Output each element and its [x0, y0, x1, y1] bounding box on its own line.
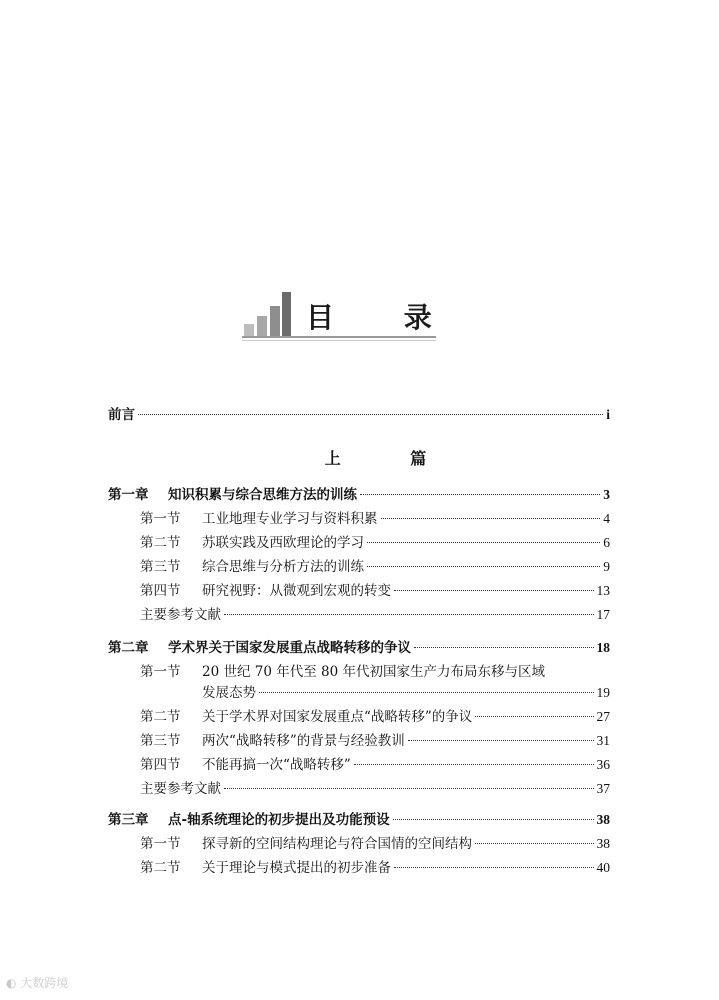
- toc-page-number: 38: [596, 836, 610, 851]
- toc-entry-label: 前言: [108, 407, 135, 423]
- section-title: 苏联实践及西欧理论的学习: [202, 535, 364, 551]
- toc-entry-section[interactable]: [140, 756, 610, 774]
- toc-page-number: 4: [603, 511, 610, 526]
- toc-page-number: 3: [603, 487, 610, 502]
- section-title: 工业地理专业学习与资料积累: [202, 511, 378, 527]
- chapter-title: 知识积累与综合思维方法的训练: [168, 487, 357, 503]
- dot-leader: [367, 542, 600, 543]
- section-title-continuation: 发展态势: [202, 685, 256, 701]
- chapter-number: 第一章: [108, 487, 149, 503]
- section-title: 关于理论与模式提出的初步准备: [202, 860, 391, 876]
- toc-entry-section-first-line[interactable]: [140, 663, 545, 681]
- section-title: 不能再搞一次“战略转移”: [202, 757, 351, 773]
- section-title: 综合思维与分析方法的训练: [202, 559, 364, 575]
- dot-leader: [354, 764, 594, 765]
- dot-leader: [475, 843, 594, 844]
- section-number: 第四节: [140, 583, 181, 599]
- section-title: 主要参考文献: [140, 781, 221, 797]
- section-number: 第四节: [140, 757, 181, 773]
- toc-page-number: 13: [596, 583, 610, 598]
- dot-leader: [394, 867, 594, 868]
- title-decor-bar: [244, 324, 254, 336]
- dot-leader: [259, 692, 594, 693]
- toc-entry-chapter[interactable]: [108, 811, 610, 829]
- dot-leader: [224, 614, 594, 615]
- part-heading: 上 篇: [324, 449, 459, 468]
- watermark: [6, 974, 68, 991]
- toc-page-number: 37: [596, 781, 610, 796]
- toc-entry-section[interactable]: [140, 708, 610, 726]
- toc-entry-chapter[interactable]: [108, 486, 610, 504]
- toc-entry-section[interactable]: [140, 732, 610, 750]
- chapter-title: 学术界关于国家发展重点战略转移的争议: [168, 640, 411, 656]
- toc-page-number: 17: [596, 607, 610, 622]
- section-title: 20 世纪 70 年代至 80 年代初国家生产力布局东移与区域: [202, 664, 545, 680]
- watermark-text: 大数跨境: [20, 976, 69, 990]
- chapter-number: 第二章: [108, 640, 149, 656]
- title-underline-thin: [242, 340, 436, 341]
- toc-page-number: 40: [596, 860, 610, 875]
- toc-title-block: [240, 296, 462, 356]
- toc-entry-section[interactable]: [140, 582, 610, 600]
- dot-leader: [394, 590, 594, 591]
- section-title: 研究视野：从微观到宏观的转变: [202, 583, 391, 599]
- toc-entry-section[interactable]: [140, 859, 610, 877]
- watermark-logo-icon: ◐: [6, 976, 17, 990]
- dot-leader: [414, 647, 594, 648]
- section-number: 第一节: [140, 664, 181, 680]
- dot-leader: [475, 716, 593, 717]
- toc-entry-references[interactable]: [140, 606, 610, 624]
- chapter-number: 第三章: [108, 812, 149, 828]
- toc-entry-section[interactable]: [140, 510, 610, 528]
- toc-entry-section[interactable]: [140, 558, 610, 576]
- toc-page-number: 6: [603, 535, 610, 550]
- toc-entry-section-continuation[interactable]: [202, 684, 610, 702]
- section-number: 第一节: [140, 511, 181, 527]
- dot-leader: [367, 566, 600, 567]
- dot-leader: [138, 414, 603, 415]
- section-number: 第二节: [140, 535, 181, 551]
- toc-page-number: 36: [596, 757, 610, 772]
- chapter-title: 点-轴系统理论的初步提出及功能预设: [168, 812, 390, 828]
- section-number: 第三节: [140, 733, 181, 749]
- dot-leader: [381, 518, 601, 519]
- section-title: 主要参考文献: [140, 607, 221, 623]
- section-number: 第二节: [140, 860, 181, 876]
- dot-leader: [360, 494, 600, 495]
- toc-page-number: 19: [596, 685, 610, 700]
- section-title: 关于学术界对国家发展重点“战略转移”的争议: [202, 709, 473, 725]
- toc-entry-references[interactable]: [140, 780, 610, 798]
- title-underline: [242, 336, 436, 338]
- toc-page-number: 9: [603, 559, 610, 574]
- section-number: 第一节: [140, 836, 181, 852]
- toc-page-number: 31: [596, 733, 610, 748]
- dot-leader: [224, 788, 594, 789]
- toc-page-number: 38: [596, 812, 610, 827]
- toc-entry-section[interactable]: [140, 835, 610, 853]
- toc-page-number: i: [606, 407, 610, 422]
- toc-page-number: 18: [596, 640, 610, 655]
- title-decor-bar: [257, 316, 267, 336]
- toc-page-number: 27: [596, 709, 610, 724]
- toc-entry-section[interactable]: [140, 534, 610, 552]
- section-number: 第三节: [140, 559, 181, 575]
- toc-entry-preface[interactable]: [108, 406, 610, 424]
- title-decor-bar: [270, 306, 280, 336]
- toc-entry-chapter[interactable]: [108, 639, 610, 657]
- title-decor-bar: [282, 292, 291, 338]
- dot-leader: [393, 819, 594, 820]
- section-title: 两次“战略转移”的背景与经验教训: [202, 733, 405, 749]
- page-title: 目 录: [306, 301, 462, 334]
- section-number: 第二节: [140, 709, 181, 725]
- section-title: 探寻新的空间结构理论与符合国情的空间结构: [202, 836, 472, 852]
- dot-leader: [408, 740, 594, 741]
